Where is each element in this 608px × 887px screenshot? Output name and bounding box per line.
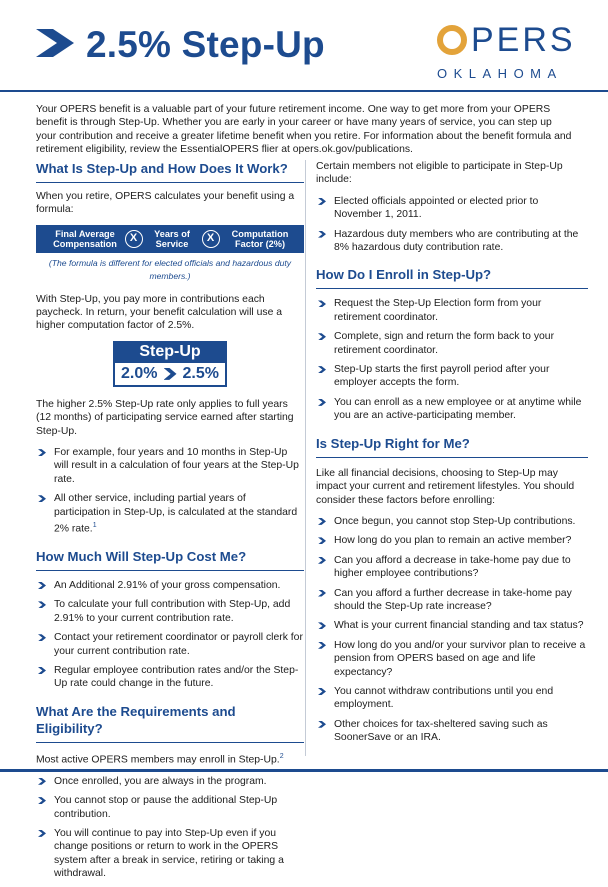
chevron-right-icon <box>36 29 74 57</box>
list-item: An Additional 2.91% of your gross compensation. <box>36 579 304 592</box>
right-column <box>316 160 588 751</box>
step-up-explanation: With Step-Up, you pay more in contributions each paycheck. In return, your benefit calculation will use a higher computation factor of 2.5%. <box>36 293 283 332</box>
formula-term-years: Years of Service <box>154 228 190 249</box>
enroll-list <box>316 297 588 422</box>
list-item: Hazardous duty members who are contributing at the 8% hazardous duty contribution rate. <box>316 228 588 255</box>
requirements-list <box>36 775 304 881</box>
multiply-icon: X <box>202 230 220 248</box>
list-item: Other choices for tax-sheltered saving such as SoonerSave or an IRA. <box>316 718 588 745</box>
requirements-lead: Most active OPERS members may enroll in Step-Up.$^2$ <box>36 752 284 766</box>
intro-paragraph: Your OPERS benefit is a valuable part of your future retirement income. One way to get more from your OPERS benefit is through Step-Up. Whether you are early in your career or have many years of service, you can step up your contribution and receive a greater lifetime benefit when you retire. For information about the benefit formula and retirement eligibility, review the EssentialOPERS flier at opers.ok.gov/publications. <box>36 104 572 156</box>
rate-from: 2.0% <box>121 365 158 383</box>
left-column <box>36 160 304 887</box>
considerations-list <box>316 515 588 745</box>
arrow-right-icon <box>164 368 177 380</box>
logo-ring-icon <box>437 25 467 55</box>
step-up-rate-graphic <box>113 341 227 387</box>
logo-subtitle: OKLAHOMA <box>437 66 563 81</box>
footnote-ref: 2 <box>279 752 284 760</box>
page-header <box>0 0 608 86</box>
list-item: You cannot stop or pause the additional Step-Up contribution. <box>36 794 304 821</box>
formula-term-compensation: Final Average Compensation <box>53 228 117 249</box>
section-heading-cost: How Much Will Step-Up Cost Me? <box>36 548 304 571</box>
cost-list <box>36 579 304 691</box>
list-item: You cannot withdraw contributions until you end employment. <box>316 685 588 712</box>
list-item: Step-Up starts the first payroll period after your employer accepts the form. <box>316 363 588 390</box>
list-item: How long do you plan to remain an active member? <box>316 534 588 547</box>
step-up-label: Step-Up <box>113 341 227 363</box>
not-eligible-lead: Certain members not eligible to participate in Step-Up include: <box>316 161 563 186</box>
step-up-rates <box>113 363 227 387</box>
section-heading-requirements: What Are the Requirements and Eligibility? <box>36 703 304 743</box>
list-item: For example, four years and 10 months in Step-Up will result in a calculation of four years at the Step-Up rate. <box>36 446 304 486</box>
rate-to: 2.5% <box>182 365 219 383</box>
list-item: Complete, sign and return the form back to your retirement coordinator. <box>316 330 588 357</box>
list-item: Once begun, you cannot stop Step-Up contributions. <box>316 515 588 528</box>
list-item: Once enrolled, you are always in the program. <box>36 775 304 788</box>
list-item: All other service, including partial years of participation in Step-Up, is calculated at the standard 2% rate.$^1$ <box>36 492 304 536</box>
list-item: What is your current financial standing and tax status? <box>316 619 588 632</box>
full-years-note: The higher 2.5% Step-Up rate only applies to full years (12 months) of participating service earned after starting Step-Up. <box>36 398 294 437</box>
column-divider <box>305 160 306 756</box>
multiply-icon: X <box>125 230 143 248</box>
footer-rule <box>0 769 608 772</box>
list-item: Request the Step-Up Election form from your retirement coordinator. <box>316 297 588 324</box>
formula-note: (The formula is different for elected officials and hazardous duty members.) <box>48 257 292 282</box>
step-up-examples-list <box>36 446 304 536</box>
right-for-me-lead: Like all financial decisions, choosing to Step-Up may impact your current and retirement lifestyles. You should consider these factors before enrolling: <box>316 467 575 506</box>
not-eligible-list <box>316 195 588 255</box>
list-item: To calculate your full contribution with Step-Up, add 2.91% to your current contribution rate. <box>36 598 304 625</box>
list-item: Contact your retirement coordinator or payroll clerk for your current contribution rate. <box>36 631 304 658</box>
formula-term-factor: Computation Factor (2%) <box>231 228 289 249</box>
footnote-ref: 1 <box>92 522 97 530</box>
list-item: Can you afford a further decrease in take-home pay should the Step-Up rate increase? <box>316 587 588 614</box>
list-item: How long do you and/or your survivor plan to receive a pension from OPERS based on age and life expectancy? <box>316 639 588 679</box>
page-title: 2.5% Step-Up <box>86 24 325 65</box>
list-item: Elected officials appointed or elected prior to November 1, 2011. <box>316 195 588 222</box>
list-item: You will continue to pay into Step-Up even if you change positions or return to work in the OPERS system after a break in service, retiring or taking a withdrawal. <box>36 827 304 881</box>
benefit-formula <box>36 225 304 253</box>
list-item: You can enroll as a new employee or at anytime while you are an active-participating member. <box>316 396 588 423</box>
section-heading-right-for-me: Is Step-Up Right for Me? <box>316 435 588 458</box>
opers-logo <box>437 22 587 84</box>
list-item: Regular employee contribution rates and/or the Step-Up rate could change in the future. <box>36 664 304 691</box>
list-item: Can you afford a decrease in take-home pay due to higher employee contributions? <box>316 554 588 581</box>
header-rule <box>0 90 608 92</box>
section-heading-enroll: How Do I Enroll in Step-Up? <box>316 266 588 289</box>
logo-wordmark: PERS <box>471 21 576 59</box>
section-heading-what-is: What Is Step-Up and How Does It Work? <box>36 160 304 183</box>
formula-lead: When you retire, OPERS calculates your benefit using a formula: <box>36 191 295 216</box>
